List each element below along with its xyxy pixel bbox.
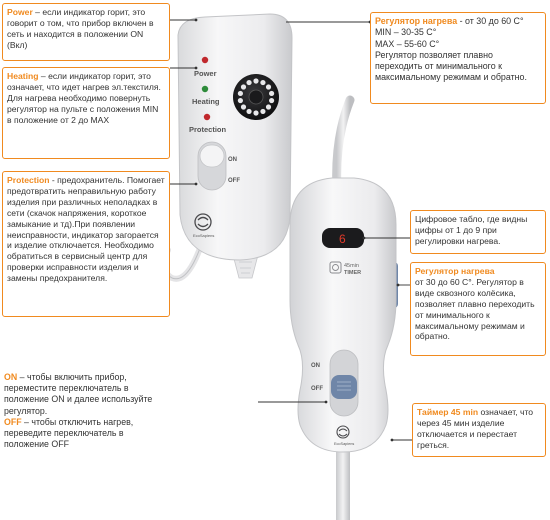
callout-power-title: Power: [7, 7, 33, 17]
controller-2: [290, 178, 398, 452]
callout-power-text: – если индикатор горит, это говорит о том, что прибор включен в сеть и находится в положении ON (Вкл): [7, 7, 154, 50]
callout-switch: [4, 372, 164, 450]
callout-switch-off-title: OFF: [4, 416, 22, 427]
label-heating: Heating: [192, 97, 220, 106]
dial-dot: [253, 78, 258, 83]
brand-text-1: EcoSapiens: [193, 233, 215, 238]
dial-dot: [246, 80, 251, 85]
callout-protection: [2, 171, 170, 317]
callout-regulator-top: [370, 12, 546, 104]
callout-switch-on-text: – чтобы включить прибор, переместите переключатель в положение ON и далее используйте регулятор.: [4, 372, 153, 416]
switch-2-off-label: OFF: [311, 386, 323, 392]
display-digit: 6: [339, 232, 346, 246]
callout-regulator-right: [410, 262, 546, 356]
callout-heating-text: – если индикатор горит, это означает, что идет нагрев эл.текстиля. Для нагрева необходимо повернуть регулятор на пульте с положения MIN в положение от 2 до MAX: [7, 71, 161, 125]
dial-dot: [266, 104, 271, 109]
output-cable: [336, 448, 350, 520]
switch-1-off-label: OFF: [228, 178, 240, 184]
callout-display: [410, 210, 546, 254]
callout-power: [2, 3, 170, 61]
dial-dot: [269, 91, 274, 96]
callout-display-text: Цифровое табло, где видны цифры от 1 до 9 при регулировки нагрева.: [415, 214, 528, 246]
callout-regulator-right-text: от 30 до 60 С°. Регулятор в виде сквозного колёсика, позволяет плавно переходить от минимального к максимальному режимам и обратно.: [415, 276, 535, 342]
dial-dot: [253, 110, 258, 115]
callout-timer-title: Таймер 45 min: [417, 407, 479, 417]
dial-dot: [238, 98, 243, 103]
callout-regulator-top-text: - от 30 до 60 С°: [457, 16, 524, 26]
heating-led: [202, 86, 208, 92]
callout-timer-text: означает, что через 45 мин изделие отключается и перестает греться.: [417, 407, 534, 450]
timer-label: TIMER: [344, 270, 362, 276]
dial-dot: [269, 98, 274, 103]
callout-heating-title: Heating: [7, 71, 39, 81]
protection-led: [204, 114, 210, 120]
dial-dot: [260, 80, 265, 85]
switch-2-on-label: ON: [311, 363, 320, 369]
callout-regulator-top-desc: Регулятор позволяет плавно переходить от минимального к максимальному режимам и обратно.: [375, 49, 527, 83]
callout-regulator-right-title: Регулятор нагрева: [415, 266, 495, 276]
dial-dot: [266, 84, 271, 89]
timer-value: 45min: [344, 263, 359, 269]
switch-1-knob[interactable]: [200, 145, 224, 167]
dial-center: [249, 90, 263, 104]
callout-protection-text: - предохранитель. Помогает предотвратить неправильную работу изделия при различных неполадках в сети (скачок напряжения, короткое замыкание и тд).При появлении неисправности, индикатор загорается и изделие отключается. Необходимо обратиться в сервисный центр для проверки исправности изделия и замены предохранителя.: [7, 175, 165, 284]
dial-dot: [241, 104, 246, 109]
label-protection: Protection: [189, 125, 227, 134]
callout-heating: [2, 67, 170, 159]
switch-2-knob[interactable]: [331, 375, 357, 399]
label-power: Power: [194, 69, 217, 78]
dial-dot: [238, 91, 243, 96]
callout-regulator-top-max: MAX – 55-60 С°: [375, 38, 440, 49]
callout-timer: [412, 403, 546, 457]
dial-dot: [260, 109, 265, 114]
dial-dot: [241, 84, 246, 89]
callout-switch-on-title: ON: [4, 372, 18, 382]
brand-text-2: EcoSapiens: [334, 442, 355, 446]
callout-switch-off-text: – чтобы отключить нагрев, переведите переключатель в положение OFF: [4, 416, 134, 450]
callout-regulator-top-min: MIN – 30-35 С°: [375, 27, 437, 38]
power-led: [202, 57, 208, 63]
controller-1: [164, 14, 292, 279]
dial-dot: [246, 109, 251, 114]
callout-regulator-top-title: Регулятор нагрева: [375, 16, 458, 26]
callout-protection-title: Protection: [7, 175, 50, 185]
switch-1-on-label: ON: [228, 157, 237, 163]
